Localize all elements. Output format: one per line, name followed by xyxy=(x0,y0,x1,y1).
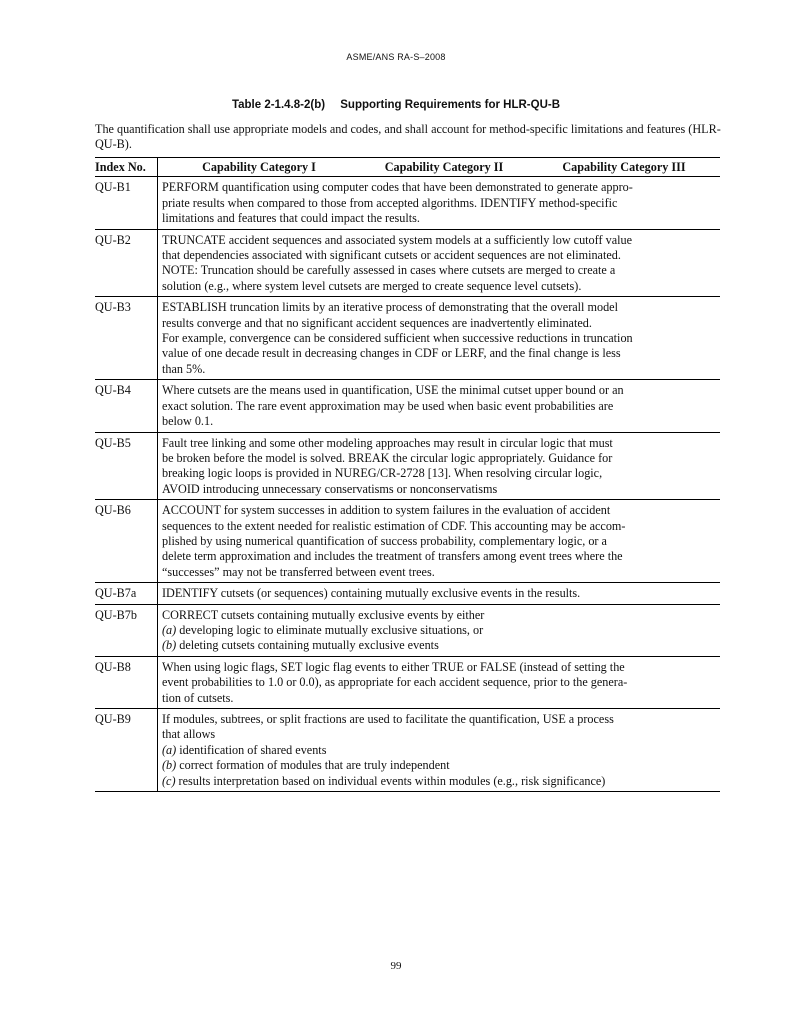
requirement-line: TRUNCATE accident sequences and associated system models at a sufficiently low cutoff value xyxy=(162,232,632,247)
requirement-list-item xyxy=(162,743,720,758)
requirement-index: QU-B7b xyxy=(95,604,158,656)
list-item-text: correct formation of modules that are truly independent xyxy=(179,758,450,773)
requirement-line: value of one decade result in decreasing changes in CDF or LERF, and the final change is less xyxy=(162,346,621,361)
list-item-text: deleting cutsets containing mutually exclusive events xyxy=(179,638,439,653)
requirement-line: priate results when compared to those from accepted algorithms. IDENTIFY method-specific xyxy=(162,195,618,210)
requirement-line: PERFORM quantification using computer codes that have been demonstrated to generate appro- xyxy=(162,180,633,195)
table-row xyxy=(95,177,720,229)
table-row xyxy=(95,500,720,583)
requirement-list-item xyxy=(162,623,720,638)
running-head: ASME/ANS RA-S–2008 xyxy=(346,52,446,62)
table-number: Table 2-1.4.8-2(b) xyxy=(231,99,326,111)
table-intro: The quantification shall use appropriate models and codes, and shall account for method-specific limitations and features (HLR-QU-B). xyxy=(95,122,721,152)
requirement-line: event probabilities to 1.0 or 0.0), as appropriate for each accident sequence, prior to the genera- xyxy=(162,675,628,690)
list-item-label: (c) xyxy=(162,773,176,788)
list-item-text: results interpretation based on individual events within modules (e.g., risk significance) xyxy=(178,773,606,788)
list-item-label: (a) xyxy=(162,622,177,637)
table-row xyxy=(95,297,720,380)
requirement-text xyxy=(158,656,721,708)
requirement-line: solution (e.g., where system level cutsets are merged to create sequence level cutsets). xyxy=(162,278,582,293)
table-row xyxy=(95,380,720,432)
requirement-line: sequences to the extent needed for realistic estimation of CDF. This accounting may be accom- xyxy=(162,518,626,533)
requirement-line: When using logic flags, SET logic flag events to either TRUE or FALSE (instead of setting the xyxy=(162,659,625,674)
requirement-line: For example, convergence can be considered sufficient when successive reductions in truncation xyxy=(162,331,633,346)
column-header-cat3: Capability Category III xyxy=(562,160,686,174)
requirement-line: Fault tree linking and some other modeling approaches may result in circular logic that must xyxy=(162,435,613,450)
table-row xyxy=(95,229,720,297)
column-headers-categories xyxy=(158,158,721,177)
requirements-table xyxy=(95,157,720,792)
requirement-line: tion of cutsets. xyxy=(162,690,234,705)
requirement-index: QU-B1 xyxy=(95,177,158,229)
requirement-index: QU-B4 xyxy=(95,380,158,432)
page-number: 99 xyxy=(390,960,402,972)
requirement-line: delete term approximation and includes the treatment of transfers among event trees where the xyxy=(162,549,623,564)
list-item-text: identification of shared events xyxy=(179,742,327,757)
requirement-index: QU-B8 xyxy=(95,656,158,708)
requirement-line: limitations and features that could impact the results. xyxy=(162,211,420,226)
requirement-line: that allows xyxy=(162,727,216,742)
table-row xyxy=(95,432,720,500)
requirement-text xyxy=(158,604,721,656)
requirement-index: QU-B9 xyxy=(95,709,158,792)
requirement-line: ESTABLISH truncation limits by an iterative process of demonstrating that the overall model xyxy=(162,300,618,315)
list-item-label: (b) xyxy=(162,638,177,653)
requirement-line: exact solution. The rare event approximation may be used when basic event probabilities are xyxy=(162,398,614,413)
list-item-label: (b) xyxy=(162,758,177,773)
table-row xyxy=(95,583,720,604)
column-header-cat1: Capability Category I xyxy=(202,160,316,174)
table-row xyxy=(95,709,720,792)
requirement-line: NOTE: Truncation should be carefully assessed in cases where cutsets are merged to create a xyxy=(162,263,616,278)
table-row xyxy=(95,604,720,656)
table-header-row xyxy=(95,158,720,177)
requirement-line: breaking logic loops is provided in NUREG/CR-2728 [13]. When resolving circular logic, xyxy=(162,466,603,481)
requirement-index: QU-B5 xyxy=(95,432,158,500)
requirement-line: results converge and that no significant accident sequences are inadvertently eliminated. xyxy=(162,315,592,330)
requirement-line: IDENTIFY cutsets (or sequences) containing mutually exclusive events in the results. xyxy=(162,586,581,601)
requirement-text xyxy=(158,432,721,500)
column-header-index: Index No. xyxy=(95,158,158,177)
requirement-index: QU-B2 xyxy=(95,229,158,297)
list-item-text: developing logic to eliminate mutually exclusive situations, or xyxy=(179,622,484,637)
requirement-line: ACCOUNT for system successes in addition to system failures in the evaluation of accident xyxy=(162,503,611,518)
requirement-index: QU-B3 xyxy=(95,297,158,380)
column-header-cat2: Capability Category II xyxy=(384,160,504,174)
requirement-line: plished by using numerical quantification of success probability, complementary logic, or a xyxy=(162,533,607,548)
requirement-list-item xyxy=(162,758,720,773)
requirement-line: If modules, subtrees, or split fractions are used to facilitate the quantification, USE a process xyxy=(162,712,614,726)
requirement-line: Where cutsets are the means used in quantification, USE the minimal cutset upper bound or an xyxy=(162,383,624,398)
table-title xyxy=(0,99,792,111)
requirement-line: CORRECT cutsets containing mutually exclusive events by either xyxy=(162,607,485,622)
requirement-line: below 0.1. xyxy=(162,414,214,429)
requirement-text xyxy=(158,583,721,604)
table-row xyxy=(95,656,720,708)
requirement-line: that dependencies associated with significant cutsets or accident sequences are not eliminated. xyxy=(162,248,621,263)
table-title-text: Supporting Requirements for HLR-QU-B xyxy=(340,99,561,111)
table-body xyxy=(95,177,720,792)
requirement-text xyxy=(158,380,721,432)
requirement-line: than 5%. xyxy=(162,361,206,376)
requirement-text xyxy=(158,500,721,583)
requirement-text xyxy=(158,297,721,380)
requirement-list-item xyxy=(162,774,720,789)
requirement-line: AVOID introducing unnecessary conservatisms or nonconservatisms xyxy=(162,481,498,496)
requirement-index: QU-B7a xyxy=(95,583,158,604)
list-item-label: (a) xyxy=(162,742,177,757)
requirement-text xyxy=(158,229,721,297)
requirement-line: “successes” may not be transferred between event trees. xyxy=(162,564,435,579)
requirement-line: be broken before the model is solved. BREAK the circular logic appropriately. Guidance for xyxy=(162,450,613,465)
requirement-text xyxy=(158,709,721,792)
requirement-index: QU-B6 xyxy=(95,500,158,583)
requirement-text xyxy=(158,177,721,229)
requirement-list-item xyxy=(162,638,720,653)
